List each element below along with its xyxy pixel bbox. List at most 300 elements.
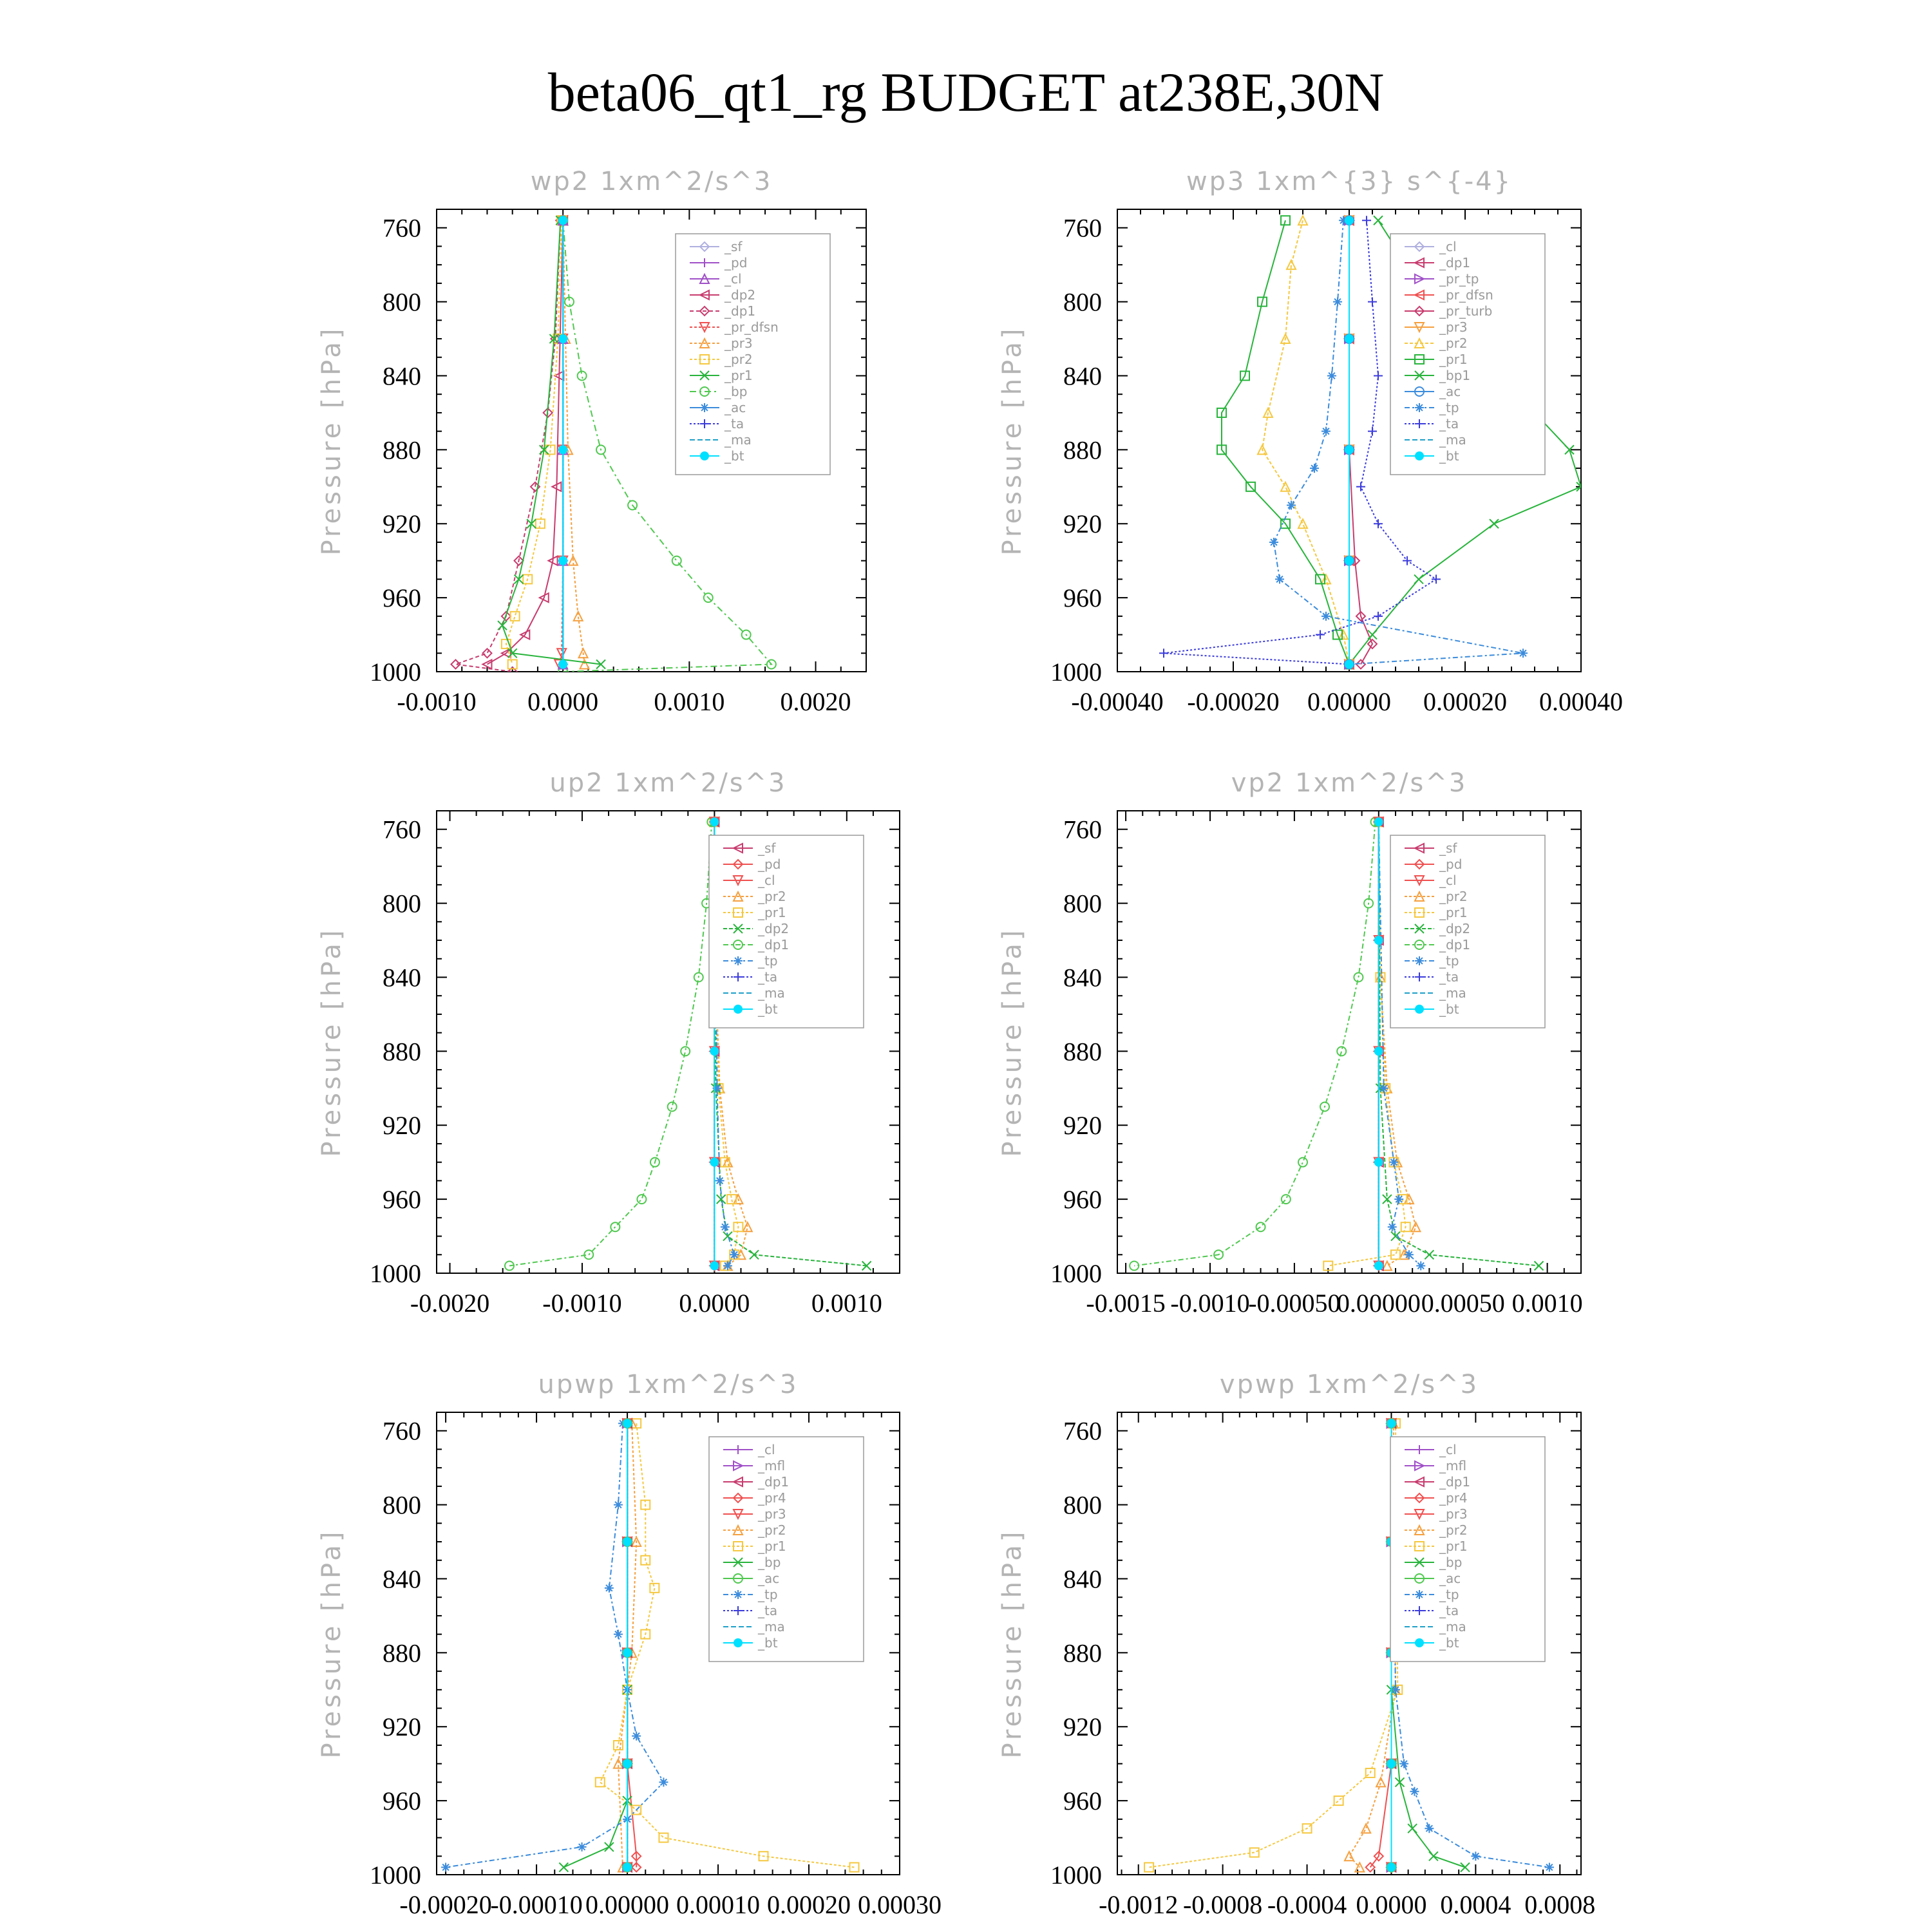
y-axis-label: Pressure [hPa] [317,325,346,556]
data-point-tp [441,1863,450,1872]
y-tick-label: 840 [383,361,421,391]
data-point-tp [1275,574,1284,583]
x-tick-label: 0.00050 [1421,1289,1505,1318]
x-tick-label: -0.0010 [1170,1289,1250,1318]
panel-2 [998,167,1623,716]
legend-label: _pr_tp [1439,271,1479,287]
data-point-ta [1362,216,1371,225]
series-line-pr4 [1370,1423,1392,1867]
data-point-bt [1374,1046,1383,1056]
legend-label: _pr2 [724,352,753,367]
legend-label: _bp [1439,1555,1463,1570]
legend-label: _ta [758,1603,778,1618]
x-tick-label: -0.0015 [1086,1289,1166,1318]
y-tick-label: 920 [1063,1712,1102,1742]
legend-label: _mfl [1439,1458,1467,1473]
data-point-bt [623,1419,632,1428]
legend-label: _pr1 [1439,905,1468,920]
x-tick-label: 0.00000 [1307,687,1391,716]
data-point-tp [1321,427,1331,436]
data-point-bp [1408,1824,1417,1833]
y-tick-label: 1000 [370,658,421,687]
legend-label: _bt [1439,1001,1459,1017]
data-point-ta [1368,298,1377,307]
x-tick-label: 0.00010 [676,1890,761,1919]
data-point-bt [623,1537,632,1546]
data-point-ta [1159,649,1168,658]
legend-label: _tp [1439,400,1459,415]
data-point-tp [659,1777,668,1786]
legend-label: _ma [1439,432,1466,448]
y-tick-label: 1000 [370,1861,421,1889]
y-tick-label: 960 [383,583,421,613]
data-point-tp [715,1176,724,1185]
legend-label: _ac [1439,384,1461,399]
legend-label: _ma [1439,985,1466,1001]
data-point-bp [672,556,681,565]
data-point-bp1 [1490,519,1499,528]
legend-box [709,1437,864,1662]
data-point-bt [623,1863,632,1872]
legend-label: _dp1 [724,303,756,319]
panel-3 [317,768,900,1318]
data-point-bt [1374,936,1383,945]
legend-marker [734,1638,743,1647]
series-line-bp [564,1423,627,1867]
data-point-bt [710,817,719,826]
legend-label: _cl [1439,1442,1457,1457]
x-tick-label: 0.00000 [585,1890,670,1919]
data-point-tp [721,1222,730,1231]
data-point-tp [1327,371,1336,380]
data-point-bt [623,1759,632,1768]
legend-label: _pr1 [724,368,753,383]
data-point-pr1 [850,1863,859,1872]
legend-label: _pr2 [1439,1522,1468,1538]
y-axis-label: Pressure [hPa] [998,1528,1027,1759]
legend-label: _pr1 [1439,1539,1468,1554]
legend-marker [1415,403,1424,412]
data-point-dp1 [637,1195,646,1204]
y-tick-label: 920 [1063,1111,1102,1141]
x-tick-label: 0.0004 [1440,1890,1511,1919]
data-point-tp [578,1842,587,1852]
data-point-pr2 [1281,482,1290,491]
x-tick-label: 0.0000 [1356,1890,1427,1919]
data-point-bt [1345,556,1354,565]
x-tick-label: 0.00020 [1423,687,1507,716]
x-tick-label: -0.00050 [1248,1289,1341,1318]
data-point-dp2 [750,1250,759,1259]
legend-label: _ta [758,969,778,985]
data-point-pr3 [574,612,583,621]
data-point-bt [1387,1863,1396,1872]
panel-6 [998,1370,1595,1919]
legend [709,835,864,1028]
data-point-bt [558,216,567,225]
legend-label: _pd [1439,857,1463,872]
series-line-pr2 [1349,1423,1396,1867]
data-point-bt [1345,334,1354,343]
x-tick-label: 0.00040 [1539,687,1623,716]
legend-marker [734,1005,743,1014]
y-tick-label: 960 [1063,583,1102,613]
data-point-tp [1399,1759,1408,1768]
x-tick-label: 0.00030 [858,1890,942,1919]
data-point-tp [1321,612,1331,621]
y-tick-label: 800 [1063,287,1102,317]
legend-label: _ac [758,1571,780,1586]
legend-label: _bp1 [1439,368,1471,383]
legend-marker [1415,1590,1424,1599]
x-tick-label: -0.0020 [410,1289,490,1318]
y-tick-label: 760 [383,815,421,844]
data-point-bt [1387,1419,1396,1428]
y-tick-label: 960 [1063,1786,1102,1816]
legend-marker [700,403,709,412]
legend-label: _cl [1439,873,1457,888]
legend-label: _tp [758,953,778,969]
legend-label: _cl [758,1442,775,1457]
legend-label: _pr3 [1439,1506,1468,1522]
x-tick-label: 0.00000 [1336,1289,1421,1318]
legend-label: _pr_dfsn [724,319,779,335]
legend-label: _bt [758,1635,778,1651]
data-point-ta [1374,612,1383,621]
y-tick-label: 840 [383,963,421,992]
legend-label: _ma [724,432,752,448]
y-tick-label: 880 [1063,435,1102,465]
panel-title: wp3 1xm^{3} s^{-4} [1186,167,1513,196]
legend-marker [734,956,743,965]
panel-5 [317,1370,942,1919]
data-point-ta [1368,427,1377,436]
data-point-dp1 [668,1103,677,1112]
data-point-dp1 [1130,1262,1139,1271]
y-tick-label: 800 [1063,1490,1102,1520]
data-point-tp [1471,1852,1480,1861]
legend-label: _dp1 [1439,255,1471,270]
data-point-dp2 [1391,1232,1400,1241]
data-point-tp [614,1630,623,1639]
legend-label: _pr1 [758,905,786,920]
data-point-pr1 [1334,1796,1343,1805]
legend-box [1390,1437,1545,1662]
data-point-tp [1425,1824,1434,1833]
y-tick-label: 800 [1063,889,1102,918]
data-point-pr2 [743,1222,752,1231]
y-tick-label: 800 [383,287,421,317]
y-tick-label: 840 [383,1564,421,1594]
series-line-pr-turb [1349,220,1372,664]
x-tick-label: -0.0004 [1267,1890,1347,1919]
legend-marker [700,451,709,460]
data-point-tp [723,1262,732,1271]
figure-title: beta06_qt1_rg BUDGET at238E,30N [547,61,1385,123]
legend-label: _ma [758,985,785,1001]
y-tick-label: 760 [383,213,421,243]
legend-label: _pr3 [724,336,753,351]
data-point-bt [710,1158,719,1167]
data-point-tp [1394,1195,1403,1204]
legend-label: _sf [758,840,776,856]
data-point-pr2 [1361,1824,1370,1833]
y-tick-label: 920 [383,509,421,539]
legend-box [676,234,830,475]
data-point-ta [1316,630,1325,639]
y-tick-label: 1000 [1050,658,1102,687]
legend-label: _cl [758,873,775,888]
data-point-ta [1432,574,1441,583]
y-tick-label: 840 [1063,361,1102,391]
legend-label: _pr_turb [1439,303,1493,319]
x-tick-label: 0.0020 [780,687,851,716]
data-point-tp [614,1501,623,1510]
y-tick-label: 840 [1063,1564,1102,1594]
data-point-bt [1345,445,1354,454]
legend-label: _ta [1439,1603,1459,1618]
legend-label: _dp1 [758,1474,790,1490]
data-point-dp1 [1256,1222,1265,1231]
x-tick-label: 0.00020 [767,1890,851,1919]
panel-4 [998,768,1583,1318]
legend-label: _pr2 [758,889,786,904]
series-line-dp2 [488,220,564,664]
legend-marker [1415,956,1424,965]
y-tick-label: 880 [1063,1037,1102,1066]
legend-label: _cl [724,271,742,287]
data-point-tp [1310,464,1319,473]
data-point-pr2 [1345,1852,1354,1861]
panel-1 [317,167,866,716]
legend-label: _pr1 [1439,352,1468,367]
y-tick-label: 880 [383,1037,421,1066]
data-point-pr2 [1376,1777,1385,1786]
panel-title: vpwp 1xm^2/s^3 [1219,1370,1479,1399]
data-point-dp1 [1282,1195,1291,1204]
data-point-pr2 [1298,519,1307,528]
data-point-bp1 [1414,574,1423,583]
legend-label: _dp1 [1439,937,1471,952]
legend-label: _pr2 [758,1522,786,1538]
y-tick-label: 880 [1063,1638,1102,1668]
data-point-pr1 [596,1777,605,1786]
series-line-pr1 [1222,220,1349,664]
legend-label: _pr2 [1439,889,1468,904]
data-point-bt [710,1262,719,1271]
legend-marker [1415,1005,1424,1014]
legend-label: _bt [1439,1635,1459,1651]
legend-label: _dp1 [1439,1474,1471,1490]
data-point-ta [1356,482,1365,491]
data-point-tp [1545,1863,1554,1872]
y-axis-label: Pressure [hPa] [317,1528,346,1759]
x-tick-label: -0.00010 [490,1890,583,1919]
data-point-bt [558,445,567,454]
x-tick-label: 0.0008 [1524,1890,1596,1919]
y-axis-label: Pressure [hPa] [998,325,1027,556]
data-point-bp [559,1863,568,1872]
legend [676,234,830,475]
data-point-bp1 [1368,630,1377,639]
data-point-bp [605,1842,614,1852]
y-tick-label: 920 [383,1712,421,1742]
data-point-pr1 [1144,1863,1153,1872]
y-tick-label: 760 [383,1416,421,1446]
data-point-dp1 [1337,1046,1346,1056]
series-line-pr1 [502,220,601,664]
data-point-tp [1388,1222,1397,1231]
y-tick-label: 920 [383,1111,421,1141]
data-point-bt [623,1648,632,1657]
data-point-bt [558,660,567,669]
data-point-tp [1287,501,1296,510]
y-tick-label: 760 [1063,1416,1102,1446]
series-line-pr3 [563,220,584,664]
data-point-bt [1374,1158,1383,1167]
x-tick-label: 0.0010 [1511,1289,1583,1318]
data-point-tp [1416,1262,1425,1271]
legend-label: _bt [1439,448,1459,464]
legend-label: _ta [1439,969,1459,985]
legend-label: _tp [1439,1587,1459,1602]
y-tick-label: 840 [1063,963,1102,992]
legend-label: _pr1 [758,1539,786,1554]
x-tick-label: -0.00020 [1187,687,1280,716]
legend [709,1437,864,1662]
x-tick-label: 0.0010 [811,1289,882,1318]
y-tick-label: 1000 [1050,1861,1102,1889]
legend-label: _dp2 [758,921,790,936]
x-tick-label: -0.00020 [399,1890,492,1919]
legend-label: _pr3 [1439,319,1468,335]
legend-marker [1415,451,1424,460]
legend-label: _dp2 [1439,921,1471,936]
data-point-tp [632,1732,641,1741]
legend-label: _tp [758,1587,778,1602]
legend-label: _pr2 [1439,336,1468,351]
y-tick-label: 1000 [370,1259,421,1288]
legend-label: _pr4 [758,1490,786,1506]
panel-title: vp2 1xm^2/s^3 [1231,768,1468,798]
legend-label: _pd [724,255,748,270]
legend [1390,1437,1545,1662]
y-tick-label: 760 [1063,213,1102,243]
legend [1390,835,1545,1028]
legend-label: _pr3 [758,1506,786,1522]
legend-label: _pd [758,857,781,872]
x-tick-label: -0.0012 [1099,1890,1179,1919]
x-tick-label: -0.00040 [1071,687,1164,716]
legend-label: _ta [724,416,744,431]
legend-marker [1415,1638,1424,1647]
x-tick-label: 0.0000 [679,1289,750,1318]
y-tick-label: 960 [1063,1185,1102,1215]
series-line-pr2 [1262,220,1349,664]
series-line-dp1 [509,822,712,1265]
data-point-pr3 [580,660,589,669]
data-point-pr2 [1411,1222,1420,1231]
data-point-dp1 [482,649,491,658]
data-point-bt [1345,660,1354,669]
data-point-bt [1374,817,1383,826]
data-point-bt [1387,1759,1396,1768]
data-point-dp2 [1425,1250,1434,1259]
data-point-bt [558,334,567,343]
series-line-dp1 [1134,822,1375,1265]
data-point-bp1 [1374,216,1383,225]
data-point-bt [558,556,567,565]
data-point-dp2 [1535,1262,1544,1271]
legend-label: _ta [1439,416,1459,431]
series-line-pr1 [1149,1423,1397,1867]
legend-label: _ma [758,1619,785,1634]
x-tick-label: 0.0000 [527,687,599,716]
data-point-tp [605,1584,614,1593]
panel-title: wp2 1xm^2/s^3 [530,167,773,196]
y-tick-label: 880 [383,1638,421,1668]
legend-label: _ac [1439,1571,1461,1586]
y-tick-label: 960 [383,1786,421,1816]
data-point-bt [710,1046,719,1056]
panel-title: upwp 1xm^2/s^3 [538,1370,799,1399]
panel-title: up2 1xm^2/s^3 [549,768,787,798]
data-point-bp [1429,1852,1438,1861]
y-tick-label: 920 [1063,509,1102,539]
legend-label: _bt [724,448,744,464]
y-tick-label: 800 [383,1490,421,1520]
legend-label: _pr4 [1439,1490,1468,1506]
legend-label: _sf [1439,840,1457,856]
data-point-tp [1333,298,1342,307]
x-tick-label: -0.0010 [542,1289,622,1318]
legend-label: _pr_dfsn [1439,287,1493,303]
legend-label: _ma [1439,1619,1466,1634]
series-line-pr2 [506,220,562,664]
panels [317,167,1623,1919]
legend-label: _sf [724,239,743,254]
data-point-tp [1519,649,1528,658]
legend-label: _bp [724,384,748,399]
y-axis-label: Pressure [hPa] [998,927,1027,1157]
data-point-pr1 [515,574,524,583]
y-tick-label: 760 [1063,815,1102,844]
y-tick-label: 1000 [1050,1259,1102,1288]
x-tick-label: -0.0010 [397,687,477,716]
legend-label: _bp [758,1555,781,1570]
data-point-tp [1389,1158,1398,1167]
x-tick-label: 0.0010 [654,687,725,716]
y-tick-label: 880 [383,435,421,465]
data-point-tp [1391,1685,1400,1694]
data-point-bp [1461,1863,1470,1872]
data-point-ta [1374,371,1383,380]
y-axis-label: Pressure [hPa] [317,927,346,1157]
data-point-bt [1374,1262,1383,1271]
data-point-dp1 [1298,1158,1307,1167]
data-point-pr2 [511,612,520,621]
legend-label: _bt [758,1001,778,1017]
legend-label: _ac [724,400,746,415]
y-tick-label: 960 [383,1185,421,1215]
data-point-tp [1410,1787,1419,1796]
legend-label: _dp1 [758,937,790,952]
legend-label: _dp2 [724,287,756,303]
legend-marker [734,1590,743,1599]
data-point-bt [1345,216,1354,225]
data-point-pr1 [650,1584,659,1593]
legend-label: _mfl [758,1458,786,1473]
